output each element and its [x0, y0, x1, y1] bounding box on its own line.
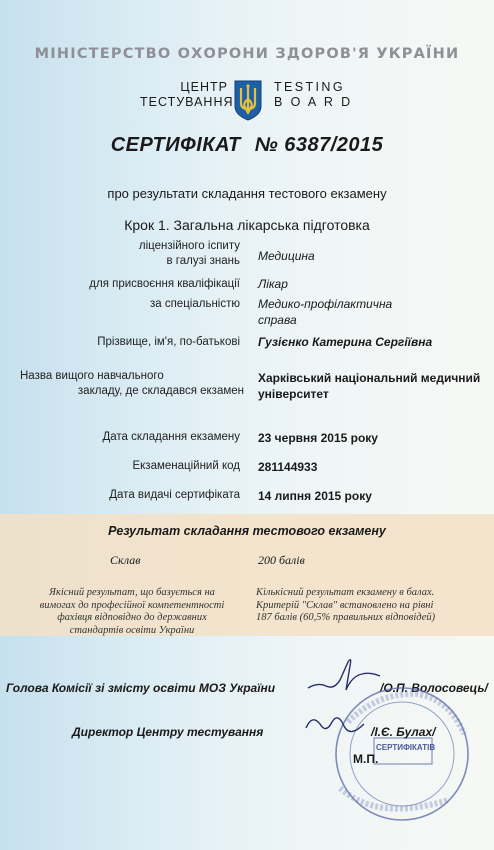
testing-line-2: B O A R D	[274, 95, 353, 109]
qualitative-result	[22, 587, 242, 637]
field-label	[60, 239, 240, 269]
director-signature-icon	[300, 706, 370, 746]
center-logo-text	[140, 80, 234, 110]
certificate-subtitle: про результати складання тестового екзамену	[107, 186, 387, 201]
university-label-line-2: закладу, де складався екзамен	[77, 385, 244, 397]
director-title: Директор Центру тестування	[72, 725, 264, 739]
ministry-title: МІНІСТЕРСТВО ОХОРОНИ ЗДОРОВ'Я УКРАЇНИ	[34, 46, 460, 62]
name-label: Прізвище, ім'я, по-батькові	[97, 336, 240, 348]
certificate-word: СЕРТИФІКАТ	[110, 134, 241, 156]
quantitative-line-2: Критерій "Склав" встановлено на рівні	[256, 599, 434, 611]
exam-date-label: Дата складання екзамену	[102, 431, 240, 443]
quantitative-result	[256, 587, 486, 625]
name-value: Гузієнко Катерина Сергіївна	[258, 335, 433, 349]
university-label-line-1: Назва вищого навчального	[20, 370, 164, 382]
field-label-line-2: в галузі знань	[166, 255, 240, 267]
director-name: /І.Є. Булах/	[371, 725, 436, 739]
result-score: 200 балів	[258, 553, 305, 567]
field-value: Медицина	[258, 249, 315, 263]
exam-date-value: 23 червня 2015 року	[258, 431, 378, 445]
center-line-2: ТЕСТУВАННЯ	[140, 95, 234, 109]
university-value-line-1: Харківський національний медичний	[258, 371, 481, 385]
results-title: Результат складання тестового екзамену	[108, 524, 386, 538]
stamp-mark: М.П.	[353, 752, 379, 766]
specialty-value-line-1: Медико-профілактична	[258, 297, 393, 311]
specialty-value	[258, 296, 392, 328]
specialty-value-line-2: справа	[258, 313, 297, 327]
trident-emblem-icon	[232, 79, 264, 121]
university-value	[258, 370, 480, 402]
stamp-seal-icon	[318, 672, 478, 832]
qualitative-line-2: вимогах до професійної компетентності	[39, 599, 225, 611]
certificate-title	[0, 134, 494, 157]
head-name: /О.П. Волосовець/	[380, 681, 488, 695]
stamp-text: СЕРТИФІКАТІВ	[376, 743, 436, 752]
specialty-label: за спеціальністю	[149, 298, 240, 310]
quantitative-line-1: Кількісний результат екзамену в балах.	[256, 587, 435, 598]
qualification-value: Лікар	[258, 277, 288, 291]
testing-board-logo-text	[274, 80, 353, 110]
qualitative-line-1: Якісний результат, що базується на	[49, 587, 215, 598]
exam-code-value: 281144933	[258, 460, 318, 474]
university-label	[20, 369, 244, 399]
issue-date-value: 14 липня 2015 року	[258, 489, 372, 503]
university-value-line-2: університет	[258, 387, 329, 401]
exam-code-label: Екзаменаційний код	[132, 460, 240, 472]
quantitative-line-3: 187 балів (60,5% правильних відповідей)	[256, 612, 436, 623]
head-title: Голова Комісії зі змісту освіти МОЗ України	[6, 681, 276, 695]
qualitative-line-4: стандартів освіти України	[69, 624, 195, 636]
center-line-1: ЦЕНТР	[180, 80, 228, 94]
qualitative-line-3: фахівця відповідно до державних	[57, 612, 207, 623]
issue-date-label: Дата видачі сертифіката	[109, 489, 240, 501]
testing-line-1: TESTING	[274, 80, 345, 94]
certificate-number: № 6387/2015	[254, 134, 384, 156]
exam-name: Крок 1. Загальна лікарська підготовка	[124, 217, 370, 233]
result-status: Склав	[110, 553, 141, 567]
qualification-label: для присвоєння кваліфікації	[89, 278, 240, 290]
field-label-line-1: ліцензійного іспиту	[138, 240, 240, 252]
